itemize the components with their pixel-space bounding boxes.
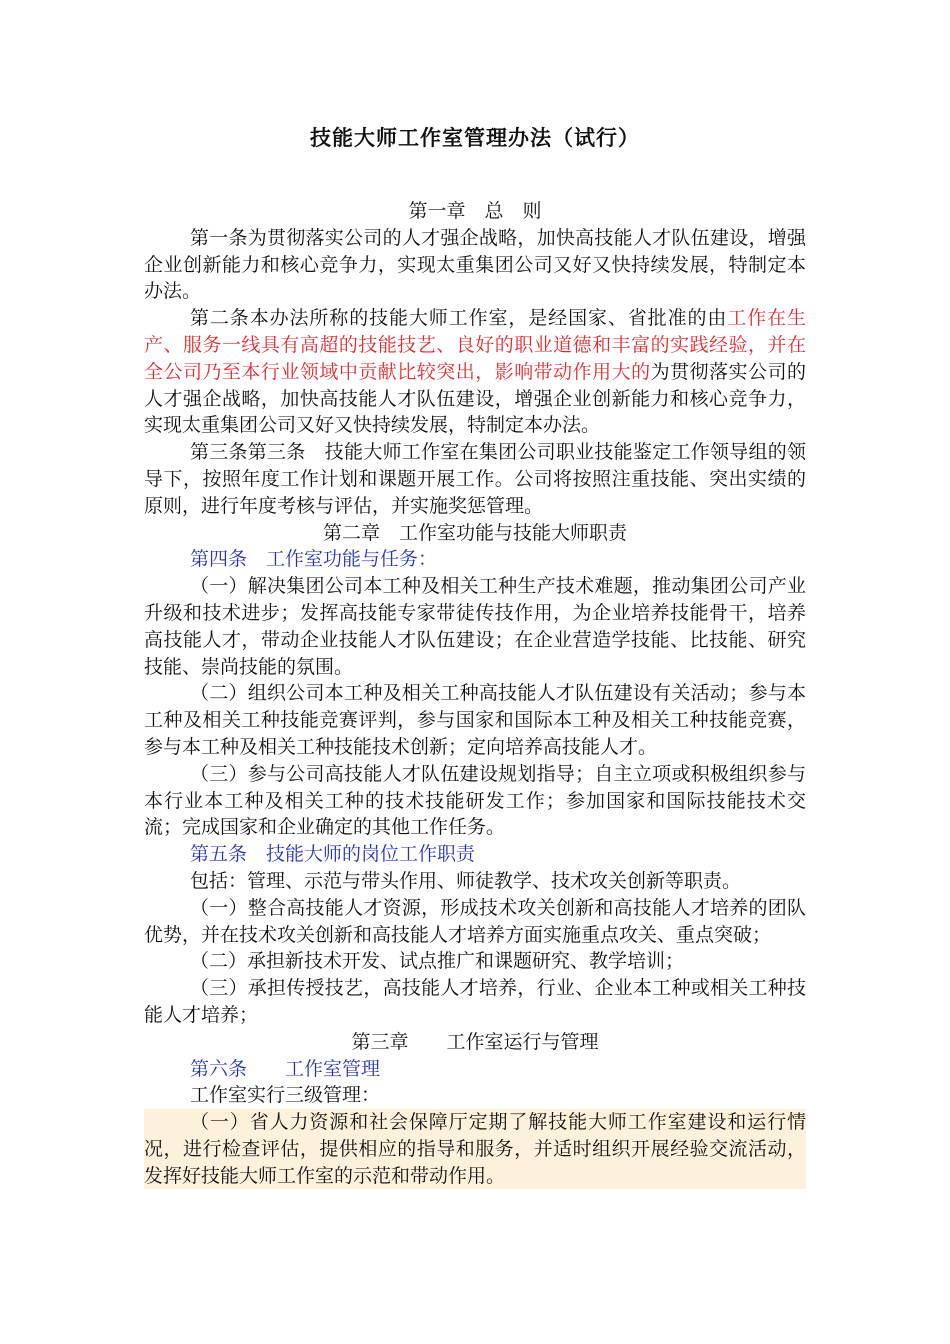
article-4-item-1: （一）解决集团公司本工种及相关工种生产技术难题，推动集团公司产业升级和技术进步；发挥高技能专家带徒传技作用，为企业培养技能骨干，培养高技能人才，带动企业技能人才队伍建设；在企业营造学技能、比技能、研究技能、崇尚技能的氛围。 xyxy=(144,575,806,678)
chapter-heading-2: 第二章 工作室功能与技能大师职责 xyxy=(322,521,627,544)
document-body xyxy=(144,198,806,1189)
document-title: 技能大师工作室管理办法（试行） xyxy=(310,125,640,150)
chapter-heading-3: 第三章 工作室运行与管理 xyxy=(351,1030,599,1053)
article-2-part-a: 第二条本办法所称的技能大师工作室，是经国家、省批准的由 xyxy=(190,307,728,330)
article-4-item-2: （二）组织公司本工种及相关工种高技能人才队伍建设有关活动；参与本工种及相关工种技能竞赛评判，参与国家和国际本工种及相关工种技能竞赛，参与本工种及相关工种技能技术创新；定向培养高技能人才。 xyxy=(144,682,806,758)
article-5-intro: 包括：管理、示范与带头作用、师徒教学、技术攻关创新等职责。 xyxy=(190,869,742,892)
article-5-heading: 第五条 技能大师的岗位工作职责 xyxy=(190,843,476,866)
article-2-part-c: 为贯彻落实公司的人才强企战略，加快高技能人才队伍建设，增强企业创新能力和核心竞争力，实现太重集团公司又好又快持续发展，特制定本办法。 xyxy=(144,360,806,437)
article-5-item-1: （一）整合高技能人才资源，形成技术攻关创新和高技能人才培养的团队优势，并在技术攻关创新和高技能人才培养方面实施重点攻关、重点突破； xyxy=(144,896,806,946)
article-2-highlight-red: 工作在生产、服务一线具有高超的技能技艺、良好的职业道德和丰富的实践经验，并在全公司乃至本行业领域中贡献比较突出，影响带动作用大的 xyxy=(144,307,806,383)
article-6-heading: 第六条 工作室管理 xyxy=(190,1057,381,1080)
article-6-intro: 工作室实行三级管理： xyxy=(190,1084,381,1107)
article-5-item-3: （三）承担传授技艺，高技能人才培养，行业、企业本工种或相关工种技能人才培养； xyxy=(144,977,806,1026)
article-4-heading: 第四条 工作室功能与任务： xyxy=(190,548,438,571)
article-4-item-3: （三）参与公司高技能人才队伍建设规划指导；自主立项或积极组织参与本行业本工种及相关工种的技术技能研发工作；参加国家和国际技能技术交流；完成国家和企业确定的其他工作任务。 xyxy=(144,762,806,839)
article-5-item-2: （二）承担新技术开发、试点推广和课题研究、教学培训； xyxy=(190,950,685,973)
chapter-heading-1: 第一章 总 则 xyxy=(408,200,542,222)
article-1: 第一条为贯彻落实公司的人才强企战略，加快高技能人才队伍建设，增强企业创新能力和核心竞争力，实现太重集团公司又好又快持续发展，特制定本办法。 xyxy=(144,226,806,303)
article-3: 第三条第三条 技能大师工作室在集团公司职业技能鉴定工作领导组的领导下，按照年度工作计划和课题开展工作。公司将按照注重技能、突出实绩的原则，进行年度考核与评估，并实施奖惩管理。 xyxy=(144,441,806,517)
article-6-item-1: （一）省人力资源和社会保障厅定期了解技能大师工作室建设和运行情况，进行检查评估，提供相应的指导和服务，并适时组织开展经验交流活动，发挥好技能大师工作室的示范和带动作用。 xyxy=(144,1109,806,1189)
article-2 xyxy=(144,305,806,439)
